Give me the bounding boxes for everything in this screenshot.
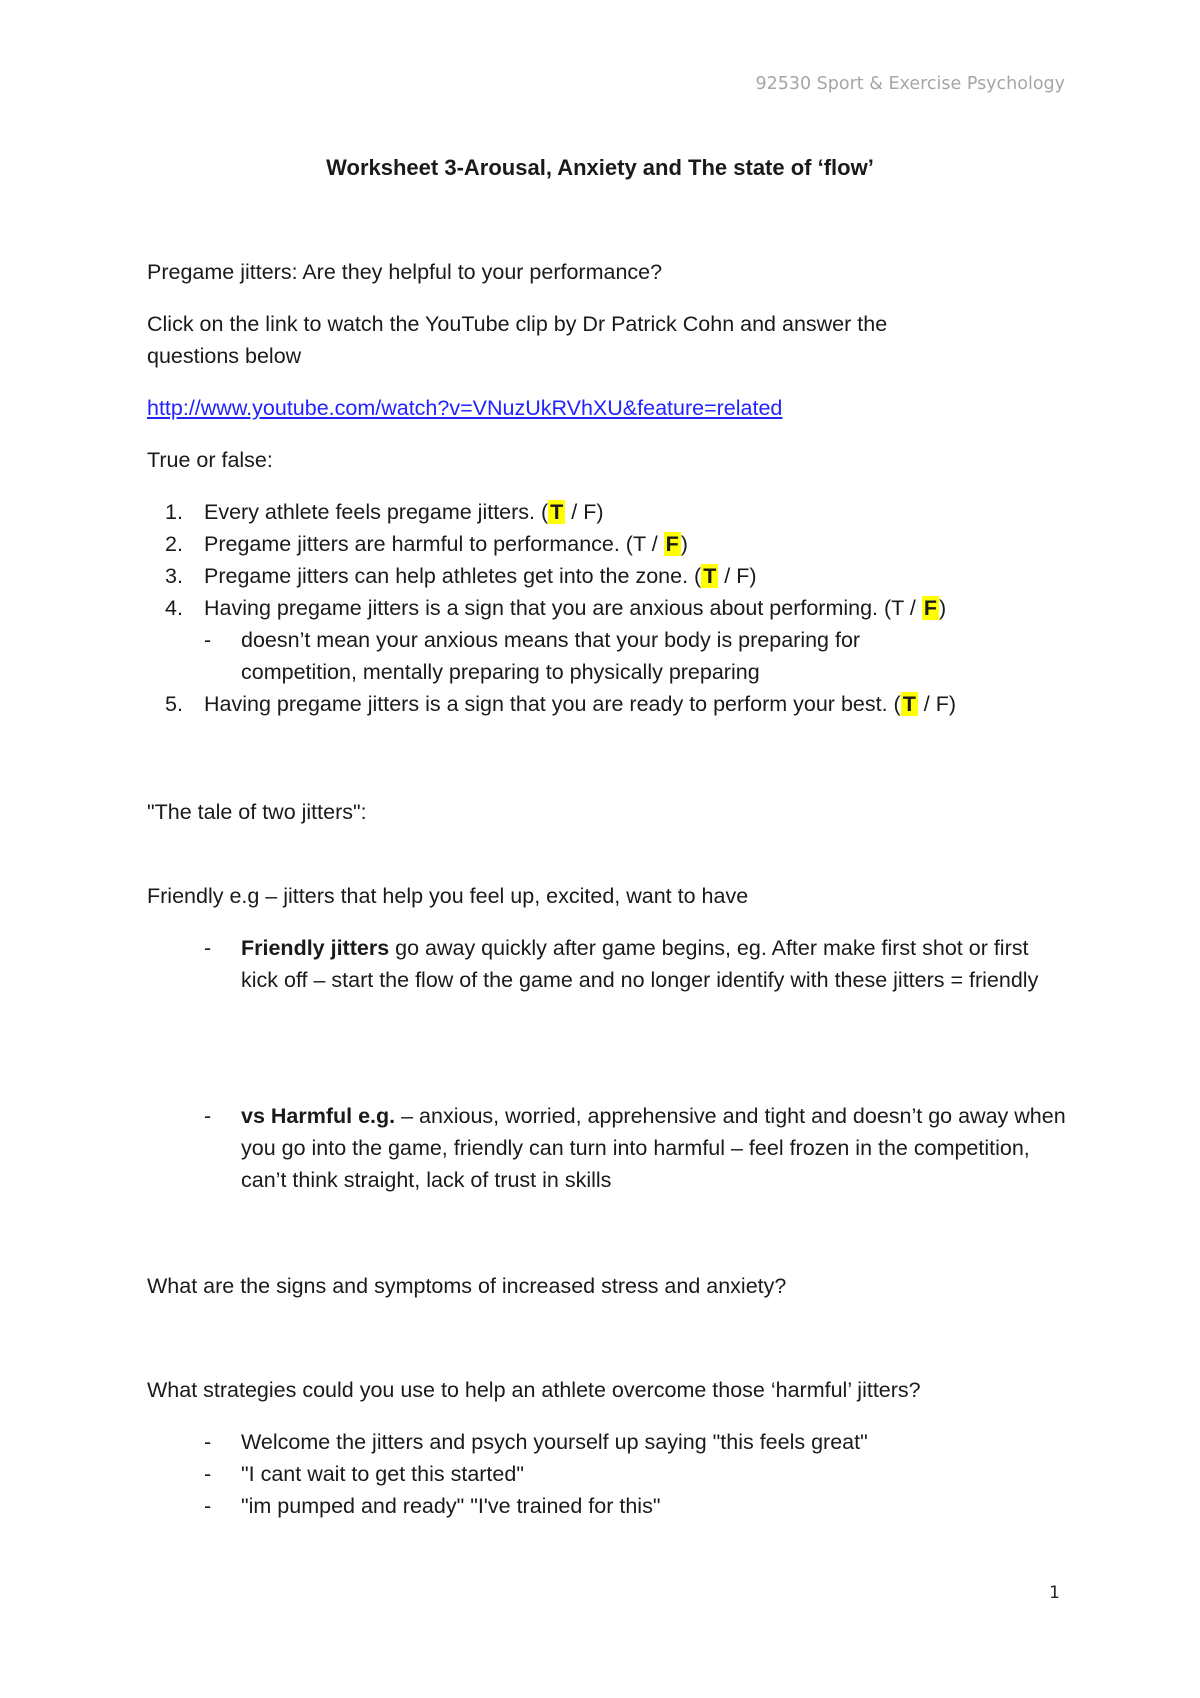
item-4-note-line-1: doesn’t mean your anxious means that your body is preparing for (241, 628, 861, 652)
tf-separator: / (718, 564, 737, 588)
tf-answer-false: F (665, 532, 679, 556)
tf-answer-true: T (550, 500, 564, 524)
youtube-link[interactable]: http://www.youtube.com/watch?v=VNuzUkRVhXU&feature=related (147, 396, 783, 420)
signs-question: What are the signs and symptoms of increased stress and anxiety? (147, 1274, 787, 1298)
dash-bullet: - (204, 1104, 212, 1128)
worksheet-title: Worksheet 3-Arousal, Anxiety and The state of ‘flow’ (326, 155, 874, 180)
friendly-jitters-description: go away quickly after game begins, eg. After make first shot or first kick off – start the flow of the game and no longer identify with these jitters = friendly (241, 936, 1039, 992)
tf-item-number: 2. (165, 532, 183, 556)
strategy-item: "I cant wait to get this started" (241, 1462, 524, 1486)
tf-item-number: 3. (165, 564, 183, 588)
tf-item-4 (204, 592, 946, 624)
tf-answer-true: T (703, 564, 717, 588)
page-number: 1 (1049, 1583, 1060, 1603)
tf-separator: / (903, 596, 922, 620)
tf-item-number: 4. (165, 596, 183, 620)
tf-item-text: Pregame jitters can help athletes get into the zone. ( (204, 564, 702, 588)
true-false-heading: True or false: (147, 448, 273, 472)
tf-option-false: F (583, 500, 597, 524)
dash-bullet: - (204, 628, 212, 652)
tf-close: ) (680, 532, 688, 556)
tf-option-true: T (891, 596, 904, 620)
strategies-question: What strategies could you use to help an athlete overcome those ‘harmful’ jitters? (147, 1378, 921, 1402)
tale-heading: "The tale of two jitters": (147, 800, 367, 824)
tf-close: ) (948, 692, 957, 716)
harmful-jitters-description: – anxious, worried, apprehensive and tight and doesn’t go away when you go into the game, friendly can turn into harmful – feel frozen in the competition, can’t think straight, lack of trust in skills (241, 1104, 1066, 1192)
tf-answer-true: T (902, 692, 916, 716)
tf-item-3 (204, 560, 757, 592)
friendly-intro: Friendly e.g – jitters that help you feel up, excited, want to have (147, 884, 749, 908)
harmful-jitters-term: vs Harmful e.g. (241, 1104, 396, 1128)
tf-item-text: Pregame jitters are harmful to performance. ( (204, 532, 633, 556)
tf-close: ) (596, 500, 604, 524)
tf-option-true: T (632, 532, 646, 556)
harmful-jitters-paragraph (241, 1100, 1071, 1196)
dash-bullet: - (204, 1430, 212, 1454)
dash-bullet: - (204, 936, 212, 960)
tf-item-text: Having pregame jitters is a sign that you are anxious about performing. ( (204, 596, 892, 620)
tf-item-number: 5. (165, 692, 183, 716)
tf-separator: / (565, 500, 584, 524)
dash-bullet: - (204, 1462, 212, 1486)
tf-option-false: F (736, 564, 750, 588)
instruction-line-2: questions below (147, 344, 302, 368)
instruction-line-1: Click on the link to watch the YouTube clip by Dr Patrick Cohn and answer the (147, 312, 888, 336)
friendly-jitters-paragraph (241, 932, 1071, 996)
tf-separator: / (645, 532, 664, 556)
tf-item-5 (204, 688, 956, 720)
tf-item-number: 1. (165, 500, 183, 524)
tf-item-text: Having pregame jitters is a sign that you are ready to perform your best. ( (204, 692, 901, 716)
tf-close: ) (749, 564, 757, 588)
tf-item-2 (204, 528, 688, 560)
tf-item-1 (204, 496, 604, 528)
tf-close: ) (938, 596, 947, 620)
item-4-note-line-2: competition, mentally preparing to physically preparing (241, 660, 760, 684)
strategy-item: Welcome the jitters and psych yourself up saying "this feels great" (241, 1430, 868, 1454)
tf-answer-false: F (923, 596, 937, 620)
tf-option-false: F (935, 692, 949, 716)
tf-separator: / (917, 692, 936, 716)
friendly-jitters-term: Friendly jitters (241, 936, 390, 960)
strategy-item: "im pumped and ready" "I've trained for this" (241, 1494, 661, 1518)
tf-item-text: Every athlete feels pregame jitters. ( (204, 500, 549, 524)
dash-bullet: - (204, 1494, 212, 1518)
running-header: 92530 Sport & Exercise Psychology (755, 74, 1065, 94)
intro-question: Pregame jitters: Are they helpful to your performance? (147, 260, 663, 284)
